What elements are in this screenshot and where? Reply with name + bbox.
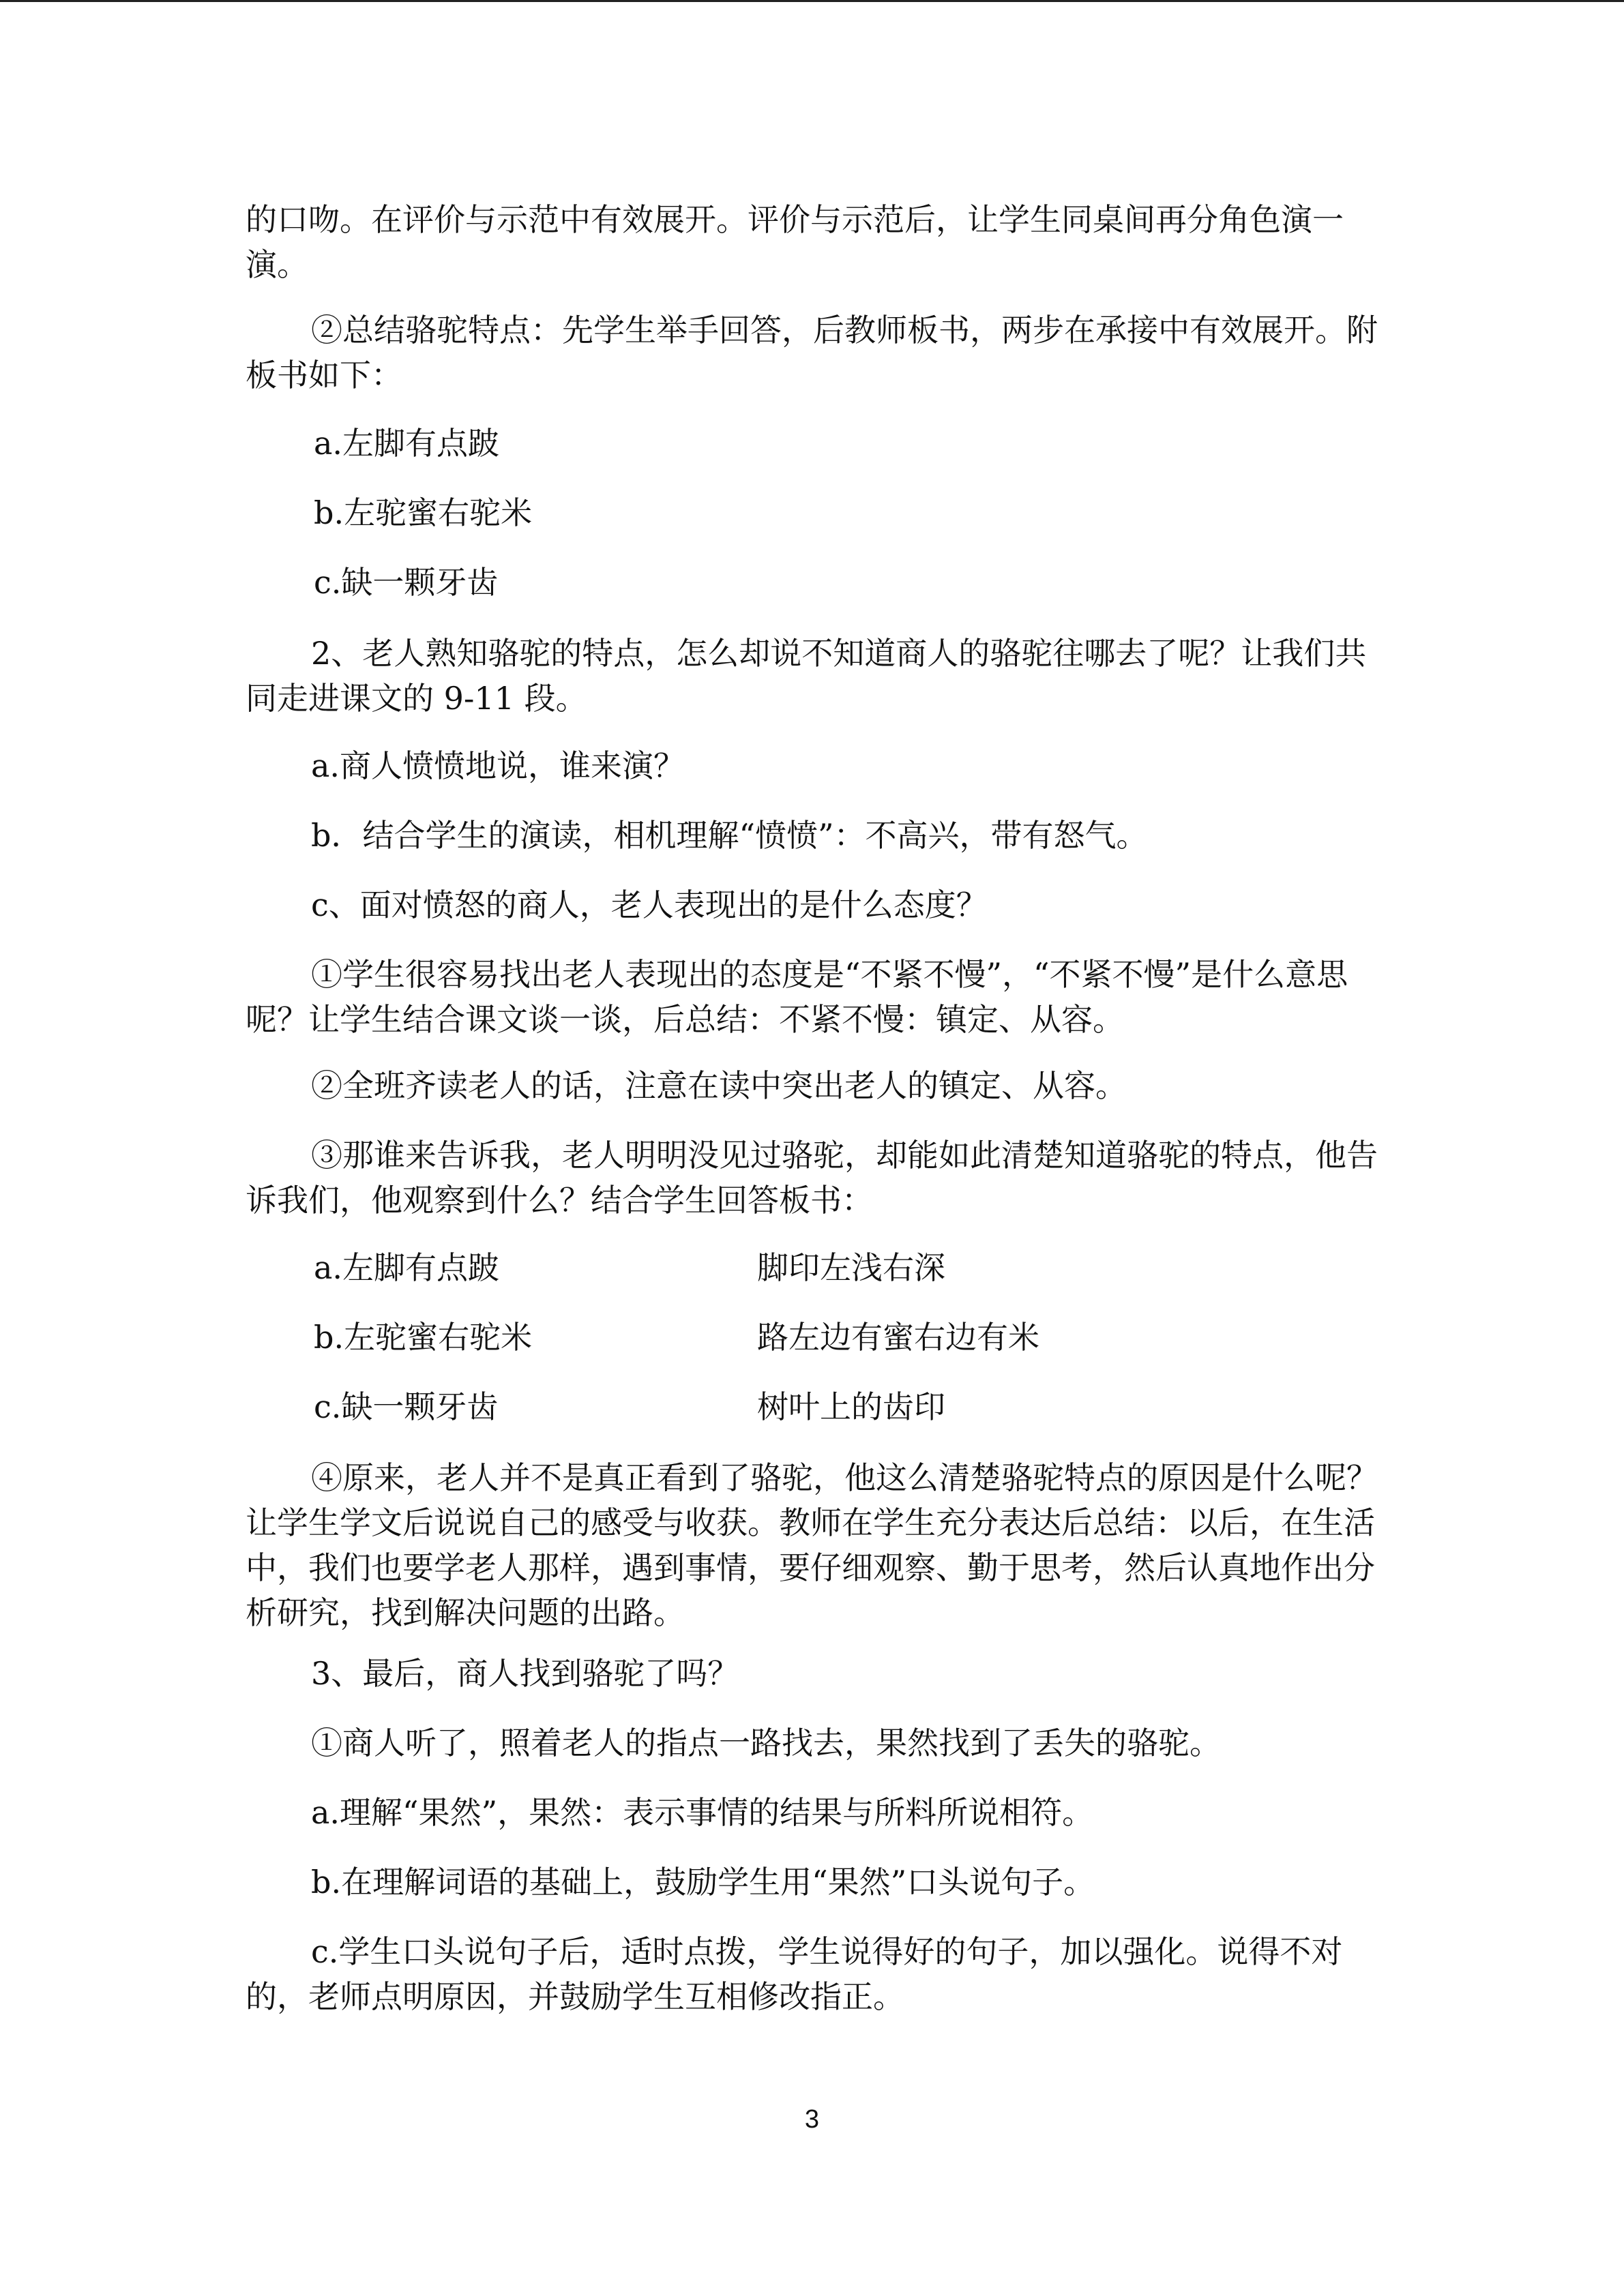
- paragraph-section-3-step-1: ①商人听了，照着老人的指点一路找去，果然找到了丢失的骆驼。: [311, 1725, 1221, 1761]
- paragraph-summary: ②总结骆驼特点：先学生举手回答，后教师板书，两步在承接中有效展开。附板书如下：: [246, 312, 1378, 393]
- board-left-cell: a.左脚有点跛: [314, 1249, 500, 1286]
- board-left-cell: b.左驼蜜右驼米: [314, 1319, 533, 1356]
- paragraph-step-2: ②全班齐读老人的话，注意在读中突出老人的镇定、从容。: [311, 1067, 1127, 1104]
- paragraph-step-4: ④原来，老人并不是真正看到了骆驼，他这么清楚骆驼特点的原因是什么呢？让学生学文后说说自己的感受与收获。教师在学生充分表达后总结：以后，在生活中，我们也要学老人那样，遇到事情，要仔细观察、勤于思考，然后认真地作出分析研究，找到解决问题的出路。: [246, 1459, 1378, 1631]
- page-number: 3: [804, 2105, 820, 2134]
- paragraph-item-c: c、面对愤怒的商人，老人表现出的是什么态度？: [311, 886, 988, 923]
- list-item: b.左驼蜜右驼米: [314, 494, 533, 531]
- board-left-cell: c.缺一颗牙齿: [314, 1388, 499, 1425]
- board-right-cell: 树叶上的齿印: [757, 1388, 945, 1425]
- list-item: c.缺一颗牙齿: [314, 564, 499, 601]
- board-right-cell: 路左边有蜜右边有米: [757, 1319, 1039, 1356]
- paragraph-step-1: ①学生很容易找出老人表现出的态度是“不紧不慢”，“不紧不慢”是什么意思呢？让学生结合课文谈一谈，后总结：不紧不慢：镇定、从容。: [246, 956, 1348, 1038]
- paragraph-section-3-item-c: c.学生口头说句子后，适时点拨，学生说得好的句子，加以强化。说得不对的，老师点明原因，并鼓励学生互相修改指正。: [246, 1933, 1343, 2015]
- paragraph-item-b: b．结合学生的演读，相机理解“愤愤”：不高兴，带有怒气。: [311, 817, 1148, 854]
- list-item: a.左脚有点跛: [314, 425, 500, 462]
- paragraph-section-3: 3、最后，商人找到骆驼了吗？: [311, 1655, 739, 1692]
- paragraph-section-3-item-a: a.理解“果然”，果然：表示事情的结果与所料所说相符。: [311, 1794, 1094, 1831]
- paragraph-section-2: 2、老人熟知骆驼的特点，怎么却说不知道商人的骆驼往哪去了呢？让我们共同走进课文的 9-11 段。: [246, 635, 1367, 717]
- paragraph-step-3: ③那谁来告诉我，老人明明没见过骆驼，却能如此清楚知道骆驼的特点，他告诉我们，他观察到什么？结合学生回答板书：: [246, 1137, 1378, 1219]
- board-right-cell: 脚印左浅右深: [757, 1249, 945, 1286]
- paragraph-section-3-item-b: b.在理解词语的基础上，鼓励学生用“果然”口头说句子。: [311, 1864, 1095, 1900]
- paragraph-item-a: a.商人愤愤地说，谁来演？: [311, 747, 685, 784]
- paragraph-1: 的口吻。在评价与示范中有效展开。评价与示范后，让学生同桌间再分角色演一演。: [246, 201, 1344, 283]
